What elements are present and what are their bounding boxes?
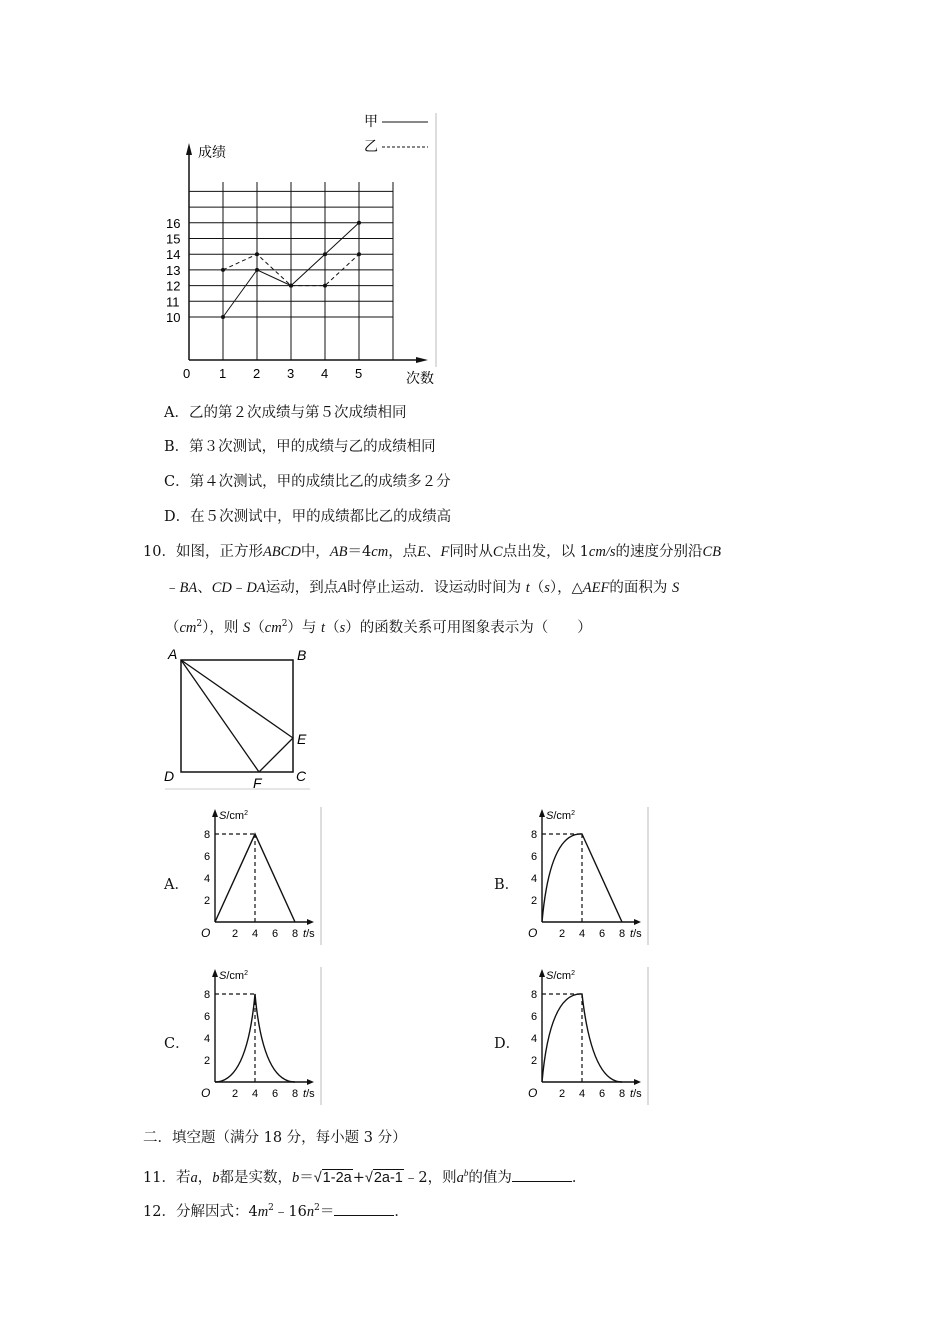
data-point — [289, 284, 293, 288]
q12-answer-blank[interactable] — [334, 1201, 394, 1216]
chart-axes — [186, 143, 428, 363]
graph-origin-label: O — [201, 1086, 211, 1100]
graph-x-tick-label: 4 — [579, 1088, 586, 1100]
data-point — [255, 268, 259, 272]
legend-yi-label: 乙 — [364, 138, 378, 154]
graph-y-label: $S/cm^2$ — [546, 810, 575, 822]
q10-option-d-label: D． — [494, 1036, 521, 1052]
x-tick-label: 4 — [321, 366, 329, 381]
graph-x-arrow — [634, 1079, 641, 1085]
graph-y-tick-label: 2 — [204, 1055, 211, 1067]
option-a-graph — [193, 805, 333, 945]
y-axis-arrow — [186, 143, 192, 155]
q10-line-1: 10．如图，正方形ABCD中，AB＝4cm，点E、F同时从C点出发，以 1cm/s的速度分别沿CB — [143, 544, 722, 560]
graph-x-tick-label: 8 — [292, 928, 299, 940]
graph-origin-label: O — [528, 926, 538, 940]
x-tick-label: 2 — [253, 366, 261, 381]
y-tick-label: 11 — [166, 294, 180, 310]
q10-option-a-label: A． — [164, 877, 189, 893]
graph-y-tick-label: 2 — [531, 1055, 538, 1067]
graph-x-label: t/s — [303, 928, 315, 940]
graph-x-tick-label: 6 — [272, 928, 279, 940]
q9-option-c: C．第４次测试，甲的成绩比乙的成绩多２分 — [164, 474, 451, 490]
graph-x-arrow — [307, 1079, 314, 1085]
y-tick-label: 15 — [166, 231, 181, 247]
x-tick-label: 3 — [287, 366, 295, 381]
q9-option-d: D．在５次测试中，甲的成绩都比乙的成绩高 — [164, 509, 452, 525]
vertex-f-label: F — [253, 775, 262, 791]
square-abcd-figure — [160, 642, 325, 792]
graph-x-tick-label: 2 — [559, 928, 566, 940]
data-point — [323, 252, 327, 256]
graph-origin-label: O — [201, 926, 211, 940]
graph-y-arrow — [212, 969, 218, 977]
graph-origin-label: O — [528, 1086, 538, 1100]
vertex-d-label: D — [164, 768, 175, 784]
graph-y-tick-label: 2 — [204, 895, 211, 907]
x-tick-label: 5 — [355, 366, 363, 381]
graph-y-arrow — [212, 809, 218, 817]
x-axis-origin: 0 — [183, 366, 191, 381]
graph-y-tick-label: 2 — [531, 895, 538, 907]
q9-option-a: A．乙的第２次成绩与第５次成绩相同 — [164, 405, 407, 421]
q11-answer-blank[interactable] — [512, 1167, 572, 1182]
y-tick-label: 13 — [166, 262, 181, 278]
y-tick-label: 14 — [166, 247, 181, 263]
graph-x-tick-label: 4 — [252, 928, 259, 940]
data-point — [221, 268, 225, 272]
graph-y-tick-label: 6 — [531, 851, 538, 863]
q12-text: 12．分解因式：$4m^2﹣16n^2=$ ． — [143, 1198, 409, 1222]
section-2-heading: 二．填空题（满分 18 分，每小题 3 分） — [143, 1130, 407, 1146]
y-tick-label: 12 — [166, 278, 181, 294]
score-line-chart — [166, 105, 450, 390]
q10-line-3: $(cm^2)$，则 $S(cm^2)$与 t（s）的函数关系可用图象表示为（ ） — [165, 619, 592, 636]
graph-x-tick-label: 4 — [579, 928, 586, 940]
q10-option-c-label: C． — [164, 1036, 190, 1052]
segment-ae — [181, 660, 293, 738]
data-point — [323, 284, 327, 288]
graph-y-tick-label: 8 — [531, 989, 538, 1001]
graph-y-tick-label: 4 — [204, 873, 211, 885]
graph-x-arrow — [634, 919, 641, 925]
graph-y-tick-label: 8 — [204, 989, 211, 1001]
graph-y-arrow — [539, 809, 545, 817]
data-point — [357, 221, 361, 225]
legend-jia-label: 甲 — [364, 113, 378, 129]
y-tick-label: 16 — [166, 215, 181, 231]
graph-x-tick-label: 2 — [559, 1088, 566, 1100]
graph-y-tick-label: 8 — [204, 829, 211, 841]
graph-y-label: $S/cm^2$ — [219, 970, 248, 982]
vertex-c-label: C — [296, 768, 307, 784]
graph-x-tick-label: 8 — [292, 1088, 299, 1100]
graph-y-tick-label: 4 — [531, 873, 538, 885]
chart-grid — [189, 182, 393, 360]
segment-ef — [259, 738, 293, 772]
graph-x-arrow — [307, 919, 314, 925]
graph-x-tick-label: 8 — [619, 1088, 626, 1100]
graph-x-tick-label: 2 — [232, 928, 239, 940]
graph-y-tick-label: 8 — [531, 829, 538, 841]
graph-y-tick-label: 4 — [204, 1033, 211, 1045]
graph-x-tick-label: 6 — [599, 928, 606, 940]
graph-x-label: t/s — [303, 1088, 315, 1100]
graph-y-label: $S/cm^2$ — [546, 970, 575, 982]
option-c-graph — [193, 965, 333, 1105]
graph-x-tick-label: 2 — [232, 1088, 239, 1100]
y-tick-label: 10 — [166, 310, 181, 325]
graph-y-tick-label: 6 — [531, 1011, 538, 1023]
graph-y-arrow — [539, 969, 545, 977]
graph-y-tick-label: 4 — [531, 1033, 538, 1045]
graph-x-tick-label: 4 — [252, 1088, 259, 1100]
q9-option-b: B．第３次测试，甲的成绩与乙的成绩相同 — [164, 439, 436, 455]
option-d-graph — [520, 965, 660, 1105]
option-b-graph — [520, 805, 660, 945]
q11-text: 11．若a，b都是实数，b＝√1-2a+√2a-1﹣2，则$a^b$的值为 ． — [143, 1168, 587, 1186]
data-point — [221, 315, 225, 319]
segment-af — [181, 660, 259, 772]
vertex-b-label: B — [297, 647, 307, 663]
data-point — [357, 252, 361, 256]
graph-x-tick-label: 8 — [619, 928, 626, 940]
graph-y-tick-label: 6 — [204, 851, 211, 863]
vertex-e-label: E — [297, 731, 307, 747]
graph-x-tick-label: 6 — [599, 1088, 606, 1100]
x-tick-labels — [219, 366, 362, 381]
graph-y-label: $S/cm^2$ — [219, 810, 248, 822]
q10-option-b-label: B． — [494, 877, 520, 893]
x-tick-label: 1 — [219, 366, 227, 381]
x-axis-arrow — [416, 357, 428, 363]
y-axis-label: 成绩 — [198, 144, 226, 160]
graph-x-label: t/s — [630, 928, 642, 940]
x-axis-label: 次数 — [406, 370, 434, 386]
radical-1: √1-2a — [313, 1169, 352, 1186]
graph-x-tick-label: 6 — [272, 1088, 279, 1100]
y-tick-labels — [166, 216, 180, 325]
q10-line-2: ﹣BA、CD﹣DA运动，到点A时停止运动．设运动时间为 t（s），△AEF的面积为 S — [165, 580, 680, 596]
vertex-a-label: A — [168, 646, 178, 662]
graph-y-tick-label: 6 — [204, 1011, 211, 1023]
radical-2: √2a-1 — [364, 1169, 403, 1186]
graph-x-label: t/s — [630, 1088, 642, 1100]
data-point — [255, 252, 259, 256]
